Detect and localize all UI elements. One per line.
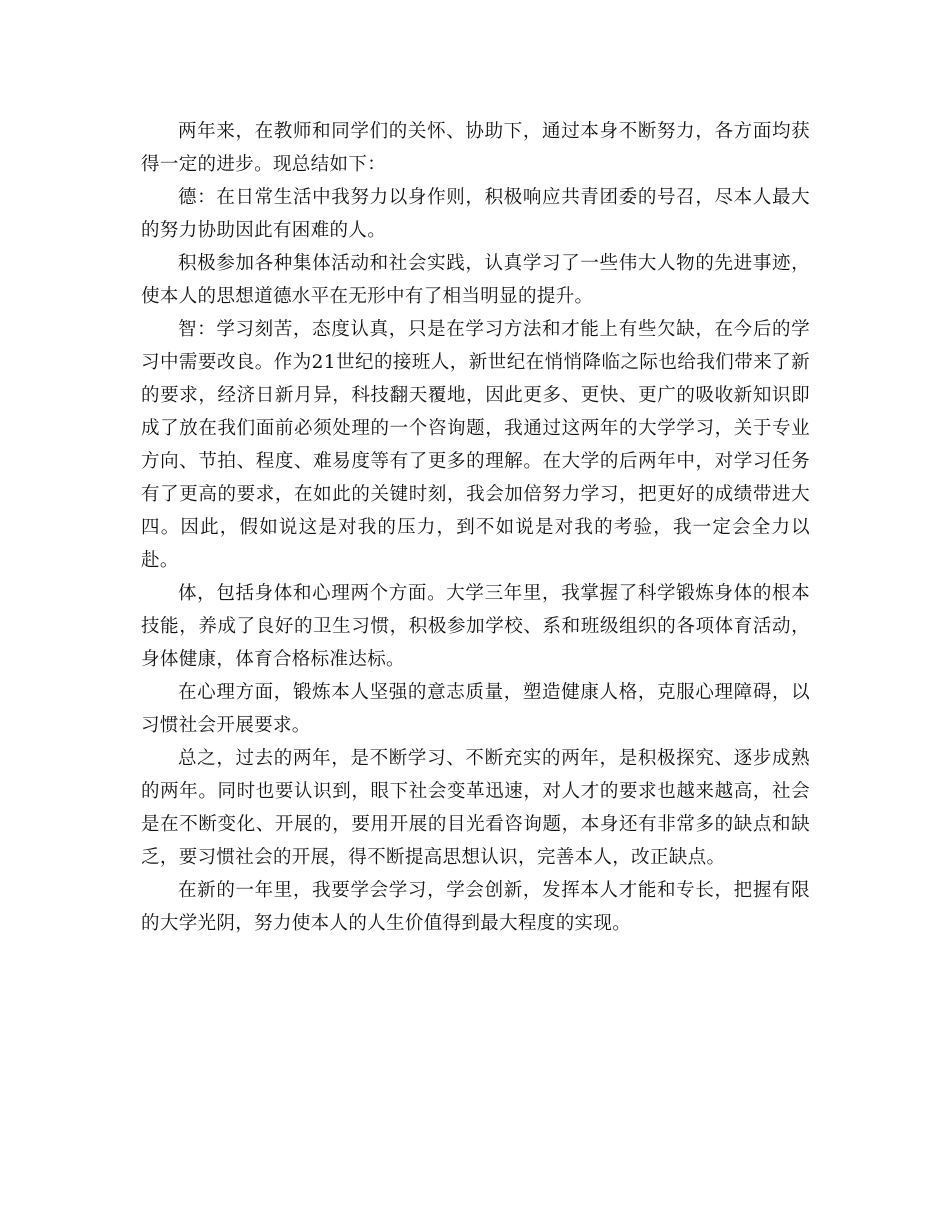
paragraph-new-year: 在新的一年里，我要学会学习，学会创新，发挥本人才能和专长，把握有限的大学光阴，努力使本人的人生价值得到最大程度的实现。	[141, 880, 810, 934]
paragraph-activities: 积极参加各种集体活动和社会实践，认真学习了一些伟大人物的先进事迹，使本人的思想道德水平在无形中有了相当明显的提升。	[141, 253, 810, 307]
paragraph-physical: 体，包括身体和心理两个方面。大学三年里，我掌握了科学锻炼身体的根本技能，养成了良好的卫生习惯，积极参加学校、系和班级组织的各项体育活动，身体健康，体育合格标准达标。	[141, 583, 810, 670]
paragraph-intro: 两年来，在教师和同学们的关怀、协助下，通过本身不断努力，各方面均获得一定的进步。现总结如下：	[141, 121, 810, 175]
paragraph-intellect: 智：学习刻苦，态度认真，只是在学习方法和才能上有些欠缺，在今后的学习中需要改良。作为21世纪的接班人，新世纪在悄悄降临之际也给我们带来了新的要求，经济日新月异，科技翻天覆地，因此更多、更快、更广的吸收新知识即成了放在我们面前必须处理的一个咨询题，我通过这两年的大学学习，关于专业方向、节拍、程度、难易度等有了更多的理解。在大学的后两年中，对学习任务有了更高的要求，在如此的关键时刻，我会加倍努力学习，把更好的成绩带进大四。因此，假如说这是对我的压力，到不如说是对我的考验，我一定会全力以赴。	[141, 319, 810, 571]
paragraph-summary: 总之，过去的两年，是不断学习、不断充实的两年，是积极探究、逐步成熟的两年。同时也要认识到，眼下社会变革迅速，对人才的要求也越来越高，社会是在不断变化、开展的，要用开展的目光看咨询题，本身还有非常多的缺点和缺乏，要习惯社会的开展，得不断提高思想认识，完善本人，改正缺点。	[141, 748, 810, 868]
paragraph-psychology: 在心理方面，锻炼本人坚强的意志质量，塑造健康人格，克服心理障碍，以习惯社会开展要求。	[141, 682, 810, 736]
paragraph-moral: 德：在日常生活中我努力以身作则，积极响应共青团委的号召，尽本人最大的努力协助因此有困难的人。	[141, 187, 810, 241]
document-body	[141, 115, 810, 940]
